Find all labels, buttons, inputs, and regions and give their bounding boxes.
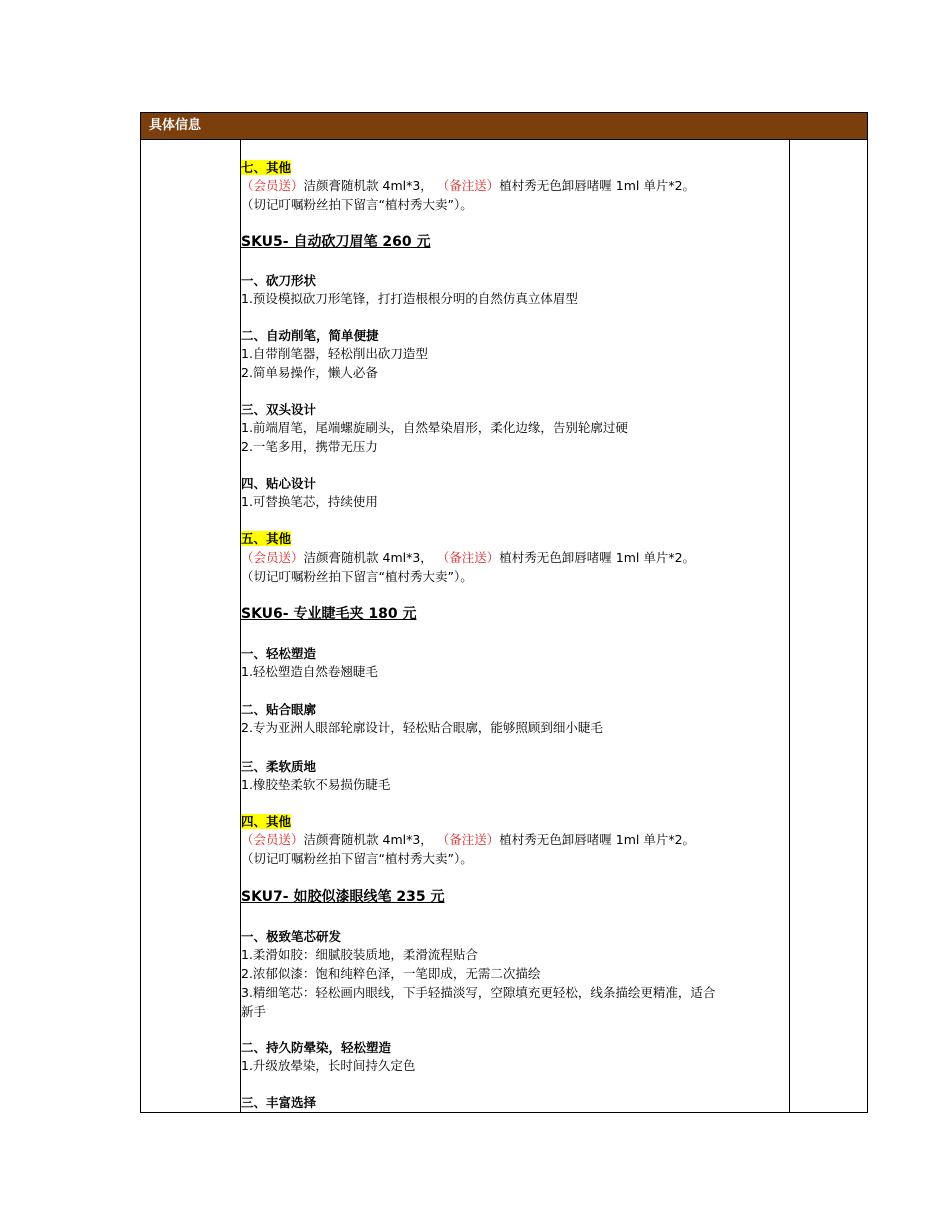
section-heading: 二、持久防晕染，轻松塑造 bbox=[241, 1040, 392, 1055]
section-heading: 二、贴合眼廓 bbox=[241, 702, 317, 717]
gift-line: （会员送）洁颜膏随机款 4ml*3， （备注送）植村秀无色卸唇啫喱 1ml 单片*2。 bbox=[241, 178, 696, 193]
gift-line: （会员送）洁颜膏随机款 4ml*3， （备注送）植村秀无色卸唇啫喱 1ml 单片*2。 bbox=[241, 550, 696, 565]
section-heading: 七、其他 bbox=[241, 160, 292, 175]
header-title: 具体信息 bbox=[149, 118, 202, 133]
body-line: 2.专为亚洲人眼部轮廓设计，轻松贴合眼廓，能够照顾到细小睫毛 bbox=[241, 720, 603, 735]
body-line: 1.升级放晕染，长时间持久定色 bbox=[241, 1058, 416, 1073]
table-header bbox=[141, 113, 867, 140]
body-line: 1.自带削笔器，轻松削出砍刀造型 bbox=[241, 346, 428, 361]
sku-title: SKU5- 自动砍刀眉笔 260 元 bbox=[241, 234, 431, 250]
detail-content bbox=[241, 140, 789, 1112]
info-table bbox=[140, 112, 868, 1113]
body-line: 2.一笔多用，携带无压力 bbox=[241, 439, 378, 454]
body-line: 1.轻松塑造自然卷翘睫毛 bbox=[241, 664, 378, 679]
section-heading: 四、贴心设计 bbox=[241, 476, 317, 491]
section-heading: 三、柔软质地 bbox=[241, 759, 317, 774]
column-divider-right bbox=[789, 140, 790, 1112]
section-heading: 四、其他 bbox=[241, 814, 292, 829]
section-heading: 三、双头设计 bbox=[241, 402, 317, 417]
body-line: 新手 bbox=[241, 1004, 267, 1019]
section-heading: 一、极致笔芯研发 bbox=[241, 929, 342, 944]
section-heading: 二、自动削笔，简单便捷 bbox=[241, 328, 379, 343]
gift-line: （会员送）洁颜膏随机款 4ml*3， （备注送）植村秀无色卸唇啫喱 1ml 单片*2。 bbox=[241, 832, 696, 847]
reminder-line: （切记叮嘱粉丝拍下留言“植村秀大卖”）。 bbox=[241, 851, 473, 866]
body-line: 3.精细笔芯：轻松画内眼线，下手轻描淡写，空隙填充更轻松，线条描绘更精准，适合 bbox=[241, 985, 716, 1000]
section-heading: 三、丰富选择 bbox=[241, 1095, 317, 1110]
reminder-line: （切记叮嘱粉丝拍下留言“植村秀大卖”）。 bbox=[241, 197, 473, 212]
section-heading: 五、其他 bbox=[241, 531, 292, 546]
section-heading: 一、砍刀形状 bbox=[241, 273, 317, 288]
body-line: 1.柔滑如胶：细腻胶装质地，柔滑流程贴合 bbox=[241, 947, 478, 962]
sku-title: SKU6- 专业睫毛夹 180 元 bbox=[241, 606, 417, 622]
body-line: 2.浓郁似漆：饱和纯粹色泽，一笔即成，无需二次描绘 bbox=[241, 966, 541, 981]
body-line: 1.可替换笔芯，持续使用 bbox=[241, 494, 378, 509]
section-heading: 一、轻松塑造 bbox=[241, 646, 317, 661]
body-line: 1.前端眉笔，尾端螺旋刷头，自然晕染眉形，柔化边缘，告别轮廓过硬 bbox=[241, 420, 628, 435]
body-line: 2.简单易操作，懒人必备 bbox=[241, 365, 378, 380]
body-line: 1.预设模拟砍刀形笔锋，打打造根根分明的自然仿真立体眉型 bbox=[241, 291, 578, 306]
body-line: 1.橡胶垫柔软不易损伤睫毛 bbox=[241, 777, 391, 792]
reminder-line: （切记叮嘱粉丝拍下留言“植村秀大卖”）。 bbox=[241, 569, 473, 584]
sku-title: SKU7- 如胶似漆眼线笔 235 元 bbox=[241, 889, 445, 905]
